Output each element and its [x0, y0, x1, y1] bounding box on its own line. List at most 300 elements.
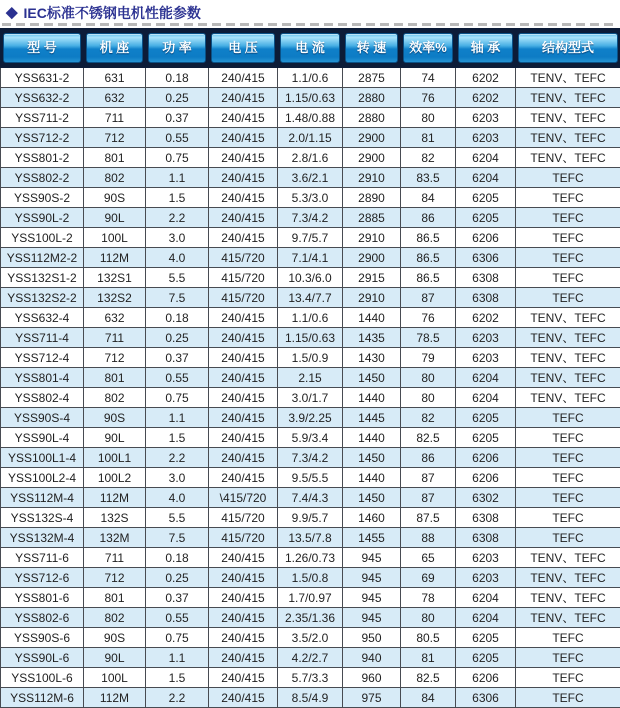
table-cell: TENV、TEFC: [516, 608, 620, 628]
table-cell: TEFC: [516, 668, 620, 688]
table-cell: 631: [84, 68, 146, 88]
table-cell: YSS711-4: [1, 328, 84, 348]
table-row: [1, 448, 620, 468]
table-cell: 6308: [456, 528, 516, 548]
table-cell: 6205: [456, 648, 516, 668]
table-cell: 240/415: [209, 68, 278, 88]
table-cell: 65: [401, 548, 456, 568]
table-cell: 240/415: [209, 648, 278, 668]
table-cell: TEFC: [516, 468, 620, 488]
table-cell: YSS112M-4: [1, 488, 84, 508]
table-cell: 90S: [84, 628, 146, 648]
table-cell: 87: [401, 288, 456, 308]
table-cell: 1440: [343, 428, 401, 448]
table-cell: 1.7/0.97: [278, 588, 343, 608]
table-cell: 2.2: [146, 208, 209, 228]
table-cell: 1450: [343, 368, 401, 388]
table-row: [1, 688, 620, 708]
table-cell: 6204: [456, 588, 516, 608]
header-button: 结构型式: [518, 33, 618, 63]
table-cell: 2885: [343, 208, 401, 228]
table-cell: 88: [401, 528, 456, 548]
table-cell: 240/415: [209, 228, 278, 248]
table-cell: YSS712-2: [1, 128, 84, 148]
table-cell: 74: [401, 68, 456, 88]
table-cell: 802: [84, 388, 146, 408]
table-cell: 1.5: [146, 668, 209, 688]
table-cell: 240/415: [209, 608, 278, 628]
table-cell: 240/415: [209, 308, 278, 328]
table-cell: 945: [343, 568, 401, 588]
table-row: [1, 128, 620, 148]
table-cell: 6204: [456, 368, 516, 388]
column-header-model: [1, 29, 84, 68]
table-cell: 3.0: [146, 468, 209, 488]
table-cell: 240/415: [209, 428, 278, 448]
table-cell: 2.2: [146, 448, 209, 468]
table-cell: YSS632-2: [1, 88, 84, 108]
table-cell: 801: [84, 588, 146, 608]
table-cell: 240/415: [209, 208, 278, 228]
table-cell: 112M: [84, 488, 146, 508]
table-row: [1, 628, 620, 648]
table-cell: 9.9/5.7: [278, 508, 343, 528]
table-cell: 5.9/3.4: [278, 428, 343, 448]
table-cell: 240/415: [209, 348, 278, 368]
table-cell: 1.26/0.73: [278, 548, 343, 568]
table-cell: 79: [401, 348, 456, 368]
table-cell: 711: [84, 108, 146, 128]
table-cell: 90S: [84, 188, 146, 208]
table-cell: 1.1: [146, 648, 209, 668]
table-cell: 6204: [456, 148, 516, 168]
table-cell: TENV、TEFC: [516, 108, 620, 128]
table-cell: 2875: [343, 68, 401, 88]
table-cell: TEFC: [516, 288, 620, 308]
table-cell: 132S1: [84, 268, 146, 288]
table-cell: 0.55: [146, 608, 209, 628]
table-cell: 0.37: [146, 588, 209, 608]
table-cell: 87: [401, 488, 456, 508]
table-cell: 86: [401, 208, 456, 228]
table-cell: 86: [401, 448, 456, 468]
table-cell: 6203: [456, 348, 516, 368]
table-header-row: [1, 29, 620, 68]
table-cell: 240/415: [209, 588, 278, 608]
table-cell: 6205: [456, 408, 516, 428]
table-cell: 0.18: [146, 308, 209, 328]
table-cell: YSS132S2-2: [1, 288, 84, 308]
table-cell: 1.15/0.63: [278, 328, 343, 348]
table-cell: YSS100L2-4: [1, 468, 84, 488]
table-cell: 415/720: [209, 268, 278, 288]
table-cell: 6206: [456, 228, 516, 248]
header-button: 电 压: [211, 33, 275, 63]
table-cell: 1.1/0.6: [278, 308, 343, 328]
table-cell: 7.1/4.1: [278, 248, 343, 268]
column-header-voltage: [209, 29, 278, 68]
table-cell: 90S: [84, 408, 146, 428]
table-cell: 240/415: [209, 568, 278, 588]
table-row: [1, 428, 620, 448]
table-row: [1, 588, 620, 608]
table-cell: 240/415: [209, 108, 278, 128]
table-cell: YSS802-6: [1, 608, 84, 628]
table-cell: 82: [401, 148, 456, 168]
table-cell: TEFC: [516, 188, 620, 208]
table-cell: YSS90L-4: [1, 428, 84, 448]
table-cell: 240/415: [209, 468, 278, 488]
table-cell: YSS100L-6: [1, 668, 84, 688]
table-cell: 82.5: [401, 428, 456, 448]
table-cell: 802: [84, 608, 146, 628]
table-cell: 9.7/5.7: [278, 228, 343, 248]
column-header-structure: [516, 29, 620, 68]
table-cell: 100L: [84, 228, 146, 248]
table-cell: 1450: [343, 448, 401, 468]
table-cell: 82: [401, 408, 456, 428]
table-row: [1, 508, 620, 528]
table-cell: 0.55: [146, 128, 209, 148]
table-cell: YSS132S1-2: [1, 268, 84, 288]
table-cell: 69: [401, 568, 456, 588]
table-row: [1, 488, 620, 508]
table-row: [1, 388, 620, 408]
table-cell: TENV、TEFC: [516, 588, 620, 608]
header-button: 轴 承: [458, 33, 513, 63]
table-cell: 13.5/7.8: [278, 528, 343, 548]
table-cell: 0.18: [146, 548, 209, 568]
table-cell: TENV、TEFC: [516, 68, 620, 88]
table-row: [1, 188, 620, 208]
table-cell: 1.1: [146, 168, 209, 188]
table-cell: 0.55: [146, 368, 209, 388]
table-cell: 240/415: [209, 688, 278, 708]
table-cell: TEFC: [516, 628, 620, 648]
table-cell: 1.5/0.8: [278, 568, 343, 588]
table-cell: 4.0: [146, 488, 209, 508]
table-row: [1, 248, 620, 268]
table-row: [1, 648, 620, 668]
table-cell: 945: [343, 588, 401, 608]
table-row: [1, 108, 620, 128]
table-cell: TENV、TEFC: [516, 308, 620, 328]
table-cell: TENV、TEFC: [516, 548, 620, 568]
table-row: [1, 88, 620, 108]
table-cell: 7.5: [146, 288, 209, 308]
table-cell: 132S2: [84, 288, 146, 308]
table-cell: TENV、TEFC: [516, 368, 620, 388]
table-cell: 2.8/1.6: [278, 148, 343, 168]
table-cell: 1.1/0.6: [278, 68, 343, 88]
spec-table: [0, 28, 620, 708]
table-cell: 945: [343, 548, 401, 568]
table-cell: 0.75: [146, 388, 209, 408]
table-row: [1, 168, 620, 188]
table-cell: 6205: [456, 428, 516, 448]
table-row: [1, 68, 620, 88]
header-button: 电 流: [280, 33, 340, 63]
table-cell: 3.9/2.25: [278, 408, 343, 428]
table-cell: 1430: [343, 348, 401, 368]
table-cell: 240/415: [209, 448, 278, 468]
column-header-speed: [343, 29, 401, 68]
table-cell: 3.6/2.1: [278, 168, 343, 188]
table-row: [1, 568, 620, 588]
table-cell: 6308: [456, 268, 516, 288]
table-row: [1, 408, 620, 428]
table-cell: 1440: [343, 388, 401, 408]
table-body: [1, 68, 620, 708]
table-cell: 2.2: [146, 688, 209, 708]
table-cell: TENV、TEFC: [516, 128, 620, 148]
table-cell: 2910: [343, 168, 401, 188]
table-cell: 90L: [84, 428, 146, 448]
header-button: 转 速: [345, 33, 398, 63]
table-cell: TENV、TEFC: [516, 388, 620, 408]
table-cell: YSS90S-6: [1, 628, 84, 648]
table-cell: YSS100L1-4: [1, 448, 84, 468]
table-cell: YSS712-6: [1, 568, 84, 588]
table-cell: 86.5: [401, 248, 456, 268]
table-cell: TENV、TEFC: [516, 88, 620, 108]
table-cell: 6202: [456, 88, 516, 108]
table-cell: TEFC: [516, 648, 620, 668]
table-cell: 6306: [456, 688, 516, 708]
table-cell: 6203: [456, 568, 516, 588]
table-cell: 3.5/2.0: [278, 628, 343, 648]
table-cell: 1435: [343, 328, 401, 348]
table-cell: 6202: [456, 68, 516, 88]
table-cell: 10.3/6.0: [278, 268, 343, 288]
table-cell: 6205: [456, 188, 516, 208]
table-cell: 240/415: [209, 168, 278, 188]
table-cell: YSS132M-4: [1, 528, 84, 548]
table-cell: 240/415: [209, 548, 278, 568]
table-cell: 975: [343, 688, 401, 708]
table-cell: 81: [401, 128, 456, 148]
table-cell: 1.15/0.63: [278, 88, 343, 108]
table-row: [1, 668, 620, 688]
table-cell: 13.4/7.7: [278, 288, 343, 308]
table-cell: 2900: [343, 128, 401, 148]
column-header-power: [146, 29, 209, 68]
table-cell: 6302: [456, 488, 516, 508]
table-cell: 76: [401, 308, 456, 328]
table-row: [1, 548, 620, 568]
table-cell: 0.18: [146, 68, 209, 88]
table-cell: YSS90L-6: [1, 648, 84, 668]
table-row: [1, 288, 620, 308]
table-cell: YSS712-4: [1, 348, 84, 368]
table-cell: 4.2/2.7: [278, 648, 343, 668]
table-cell: 802: [84, 168, 146, 188]
table-cell: 632: [84, 308, 146, 328]
table-cell: 7.3/4.2: [278, 208, 343, 228]
table-cell: 1.5: [146, 428, 209, 448]
table-cell: 4.0: [146, 248, 209, 268]
table-cell: 1.5: [146, 188, 209, 208]
table-cell: 76: [401, 88, 456, 108]
table-row: [1, 208, 620, 228]
table-cell: 240/415: [209, 368, 278, 388]
table-cell: 90L: [84, 208, 146, 228]
table-cell: 6308: [456, 508, 516, 528]
dashed-divider: [2, 23, 618, 26]
table-row: [1, 368, 620, 388]
table-cell: TEFC: [516, 408, 620, 428]
table-cell: TEFC: [516, 528, 620, 548]
table-cell: 1455: [343, 528, 401, 548]
table-cell: TENV、TEFC: [516, 348, 620, 368]
table-cell: 78.5: [401, 328, 456, 348]
column-header-current: [278, 29, 343, 68]
table-cell: 0.37: [146, 108, 209, 128]
table-cell: 2890: [343, 188, 401, 208]
table-cell: 6203: [456, 548, 516, 568]
table-cell: 9.5/5.5: [278, 468, 343, 488]
table-cell: YSS631-2: [1, 68, 84, 88]
table-cell: 2915: [343, 268, 401, 288]
page-title-bar: [0, 0, 620, 22]
table-row: [1, 228, 620, 248]
table-cell: 86.5: [401, 228, 456, 248]
table-cell: 6205: [456, 208, 516, 228]
table-cell: 87.5: [401, 508, 456, 528]
table-cell: YSS802-2: [1, 168, 84, 188]
table-row: [1, 308, 620, 328]
table-cell: YSS801-2: [1, 148, 84, 168]
table-cell: 2900: [343, 148, 401, 168]
page-title: IEC标准不锈钢电机性能参数: [24, 3, 201, 23]
table-cell: 2910: [343, 228, 401, 248]
table-cell: 6204: [456, 168, 516, 188]
table-cell: 415/720: [209, 288, 278, 308]
table-cell: 5.7/3.3: [278, 668, 343, 688]
table-cell: 8.5/4.9: [278, 688, 343, 708]
table-cell: 82.5: [401, 668, 456, 688]
table-cell: TEFC: [516, 228, 620, 248]
table-cell: YSS112M2-2: [1, 248, 84, 268]
table-cell: YSS90S-2: [1, 188, 84, 208]
column-header-frame: [84, 29, 146, 68]
table-cell: 415/720: [209, 248, 278, 268]
table-cell: YSS711-2: [1, 108, 84, 128]
table-cell: 240/415: [209, 668, 278, 688]
table-cell: YSS801-6: [1, 588, 84, 608]
table-cell: 87: [401, 468, 456, 488]
table-cell: 7.5: [146, 528, 209, 548]
table-cell: 5.5: [146, 508, 209, 528]
table-cell: 0.25: [146, 568, 209, 588]
table-cell: 240/415: [209, 128, 278, 148]
table-cell: YSS132S-4: [1, 508, 84, 528]
table-cell: 6205: [456, 628, 516, 648]
table-cell: 801: [84, 368, 146, 388]
table-cell: 80: [401, 368, 456, 388]
table-cell: 1450: [343, 488, 401, 508]
table-cell: 6203: [456, 128, 516, 148]
table-cell: TEFC: [516, 248, 620, 268]
table-cell: 2.0/1.15: [278, 128, 343, 148]
header-button: 效率%: [403, 33, 453, 63]
table-cell: YSS801-4: [1, 368, 84, 388]
table-cell: 950: [343, 628, 401, 648]
table-cell: 1445: [343, 408, 401, 428]
table-cell: YSS802-4: [1, 388, 84, 408]
table-cell: 6206: [456, 448, 516, 468]
table-cell: TEFC: [516, 208, 620, 228]
table-cell: 6206: [456, 468, 516, 488]
table-cell: 2.35/1.36: [278, 608, 343, 628]
table-cell: 240/415: [209, 148, 278, 168]
table-cell: 6203: [456, 108, 516, 128]
table-cell: 132S: [84, 508, 146, 528]
table-cell: TENV、TEFC: [516, 328, 620, 348]
table-cell: TEFC: [516, 508, 620, 528]
table-cell: 80: [401, 388, 456, 408]
table-cell: 712: [84, 568, 146, 588]
header-button: 机 座: [86, 33, 143, 63]
table-cell: YSS90L-2: [1, 208, 84, 228]
table-cell: 632: [84, 88, 146, 108]
table-cell: 6202: [456, 308, 516, 328]
table-cell: 132M: [84, 528, 146, 548]
table-cell: 80: [401, 608, 456, 628]
table-cell: 84: [401, 688, 456, 708]
table-cell: 90L: [84, 648, 146, 668]
table-cell: TEFC: [516, 168, 620, 188]
header-button: 型 号: [3, 33, 81, 63]
table-cell: TENV、TEFC: [516, 568, 620, 588]
table-cell: 3.0/1.7: [278, 388, 343, 408]
table-cell: TEFC: [516, 688, 620, 708]
table-cell: 240/415: [209, 188, 278, 208]
table-cell: 415/720: [209, 528, 278, 548]
table-row: [1, 528, 620, 548]
table-cell: 80: [401, 108, 456, 128]
table-row: [1, 328, 620, 348]
column-header-efficiency: [401, 29, 456, 68]
table-cell: 0.37: [146, 348, 209, 368]
table-cell: 6204: [456, 388, 516, 408]
table-cell: 711: [84, 548, 146, 568]
table-cell: 1440: [343, 308, 401, 328]
table-cell: 112M: [84, 248, 146, 268]
table-row: [1, 348, 620, 368]
table-cell: TEFC: [516, 488, 620, 508]
table-cell: 2900: [343, 248, 401, 268]
table-cell: 6206: [456, 668, 516, 688]
table-cell: 80.5: [401, 628, 456, 648]
table-cell: 83.5: [401, 168, 456, 188]
table-row: [1, 468, 620, 488]
table-cell: 240/415: [209, 408, 278, 428]
table-cell: 5.3/3.0: [278, 188, 343, 208]
table-cell: 240/415: [209, 388, 278, 408]
table-cell: YSS100L-2: [1, 228, 84, 248]
table-cell: 1.5/0.9: [278, 348, 343, 368]
table-cell: TENV、TEFC: [516, 148, 620, 168]
table-cell: 1.48/0.88: [278, 108, 343, 128]
table-cell: 6308: [456, 288, 516, 308]
table-cell: 415/720: [209, 508, 278, 528]
table-cell: 2.15: [278, 368, 343, 388]
table-cell: 1460: [343, 508, 401, 528]
column-header-bearing: [456, 29, 516, 68]
table-cell: 2880: [343, 88, 401, 108]
table-cell: TEFC: [516, 428, 620, 448]
